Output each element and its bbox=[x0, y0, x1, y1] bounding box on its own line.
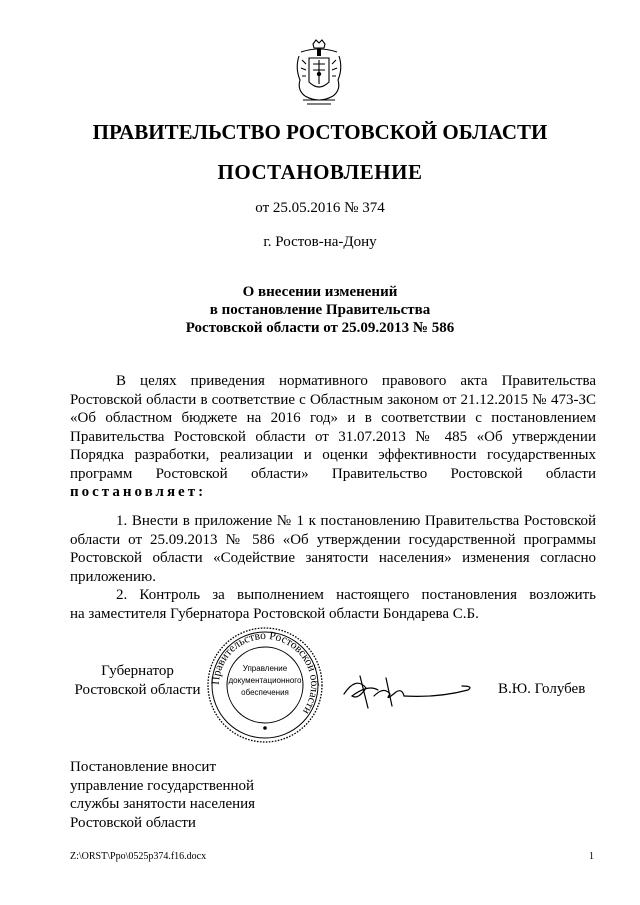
text-line: Правительства Ростовской области от 31.07.2013 № 485 «Об утверждении bbox=[70, 428, 596, 445]
signatory-position bbox=[70, 662, 205, 700]
text-line: «Об областном бюджете на 2016 год» и в соответствии с постановлением bbox=[70, 410, 596, 426]
text-line: 2. Контроль за выполнением настоящего постановления возложить bbox=[116, 587, 596, 603]
text-line: 1. Внести в приложение № 1 к постановлению Правительства Ростовской bbox=[116, 513, 596, 529]
subject-line: О внесении изменений bbox=[242, 284, 398, 300]
text-line: В целях приведения нормативного правового акта Правительства bbox=[116, 373, 596, 389]
official-seal-icon bbox=[205, 625, 325, 745]
clause-1 bbox=[70, 512, 596, 586]
position-line: Губернатор bbox=[101, 663, 174, 679]
text-line: на заместителя Губернатора Ростовской области Бондарева С.Б. bbox=[70, 605, 479, 622]
document-subject bbox=[0, 283, 640, 337]
coat-of-arms-icon bbox=[291, 38, 347, 108]
submitter-line: службы занятости населения bbox=[70, 796, 256, 812]
document-city: г. Ростов-на-Дону bbox=[263, 234, 377, 250]
seal-ring-text: Правительство Ростовской области bbox=[209, 629, 321, 717]
government-title: ПРАВИТЕЛЬСТВО РОСТОВСКОЙ ОБЛАСТИ bbox=[92, 120, 548, 144]
seal-center-line: обеспечения bbox=[241, 688, 289, 697]
resolves-word: постановляет: bbox=[70, 484, 207, 500]
text-line: Ростовской области в соответствие с Областным законом от 21.12.2015 № 473-ЗС bbox=[70, 391, 596, 408]
preamble-paragraph bbox=[70, 372, 596, 502]
page-number: 1 bbox=[589, 851, 594, 862]
document-date-number: от 25.05.2016 № 374 bbox=[255, 200, 385, 216]
handwritten-signature bbox=[338, 670, 478, 714]
submitter-line: Постановление вносит bbox=[70, 759, 217, 775]
text-line: Порядка разработки, реализации и оценки эффективности государственных bbox=[70, 447, 596, 463]
text-line: области от 25.09.2013 № 586 «Об утверждении государственной программы bbox=[70, 531, 596, 548]
seal-center-line: документационного bbox=[228, 676, 302, 685]
footer-file-path: Z:\ORST\Ppo\0525p374.f16.docx bbox=[70, 851, 207, 862]
document-type: ПОСТАНОВЛЕНИЕ bbox=[217, 160, 423, 184]
text-line: приложению. bbox=[70, 568, 157, 585]
position-line: Ростовской области bbox=[74, 682, 201, 698]
text-line: программ Ростовской области» Правительство Ростовской области bbox=[70, 465, 596, 482]
signer-name: В.Ю. Голубев bbox=[498, 681, 586, 697]
clause-2 bbox=[70, 586, 596, 623]
submitter-block bbox=[70, 758, 255, 832]
seal-center-line: Управление bbox=[242, 664, 288, 673]
subject-line: Ростовской области от 25.09.2013 № 586 bbox=[185, 320, 455, 336]
subject-line: в постановление Правительства bbox=[209, 302, 431, 318]
submitter-line: Ростовской области bbox=[70, 814, 196, 831]
text-line: Ростовской области «Содействие занятости населения» изменения согласно bbox=[70, 550, 596, 566]
submitter-line: управление государственной bbox=[70, 777, 255, 794]
